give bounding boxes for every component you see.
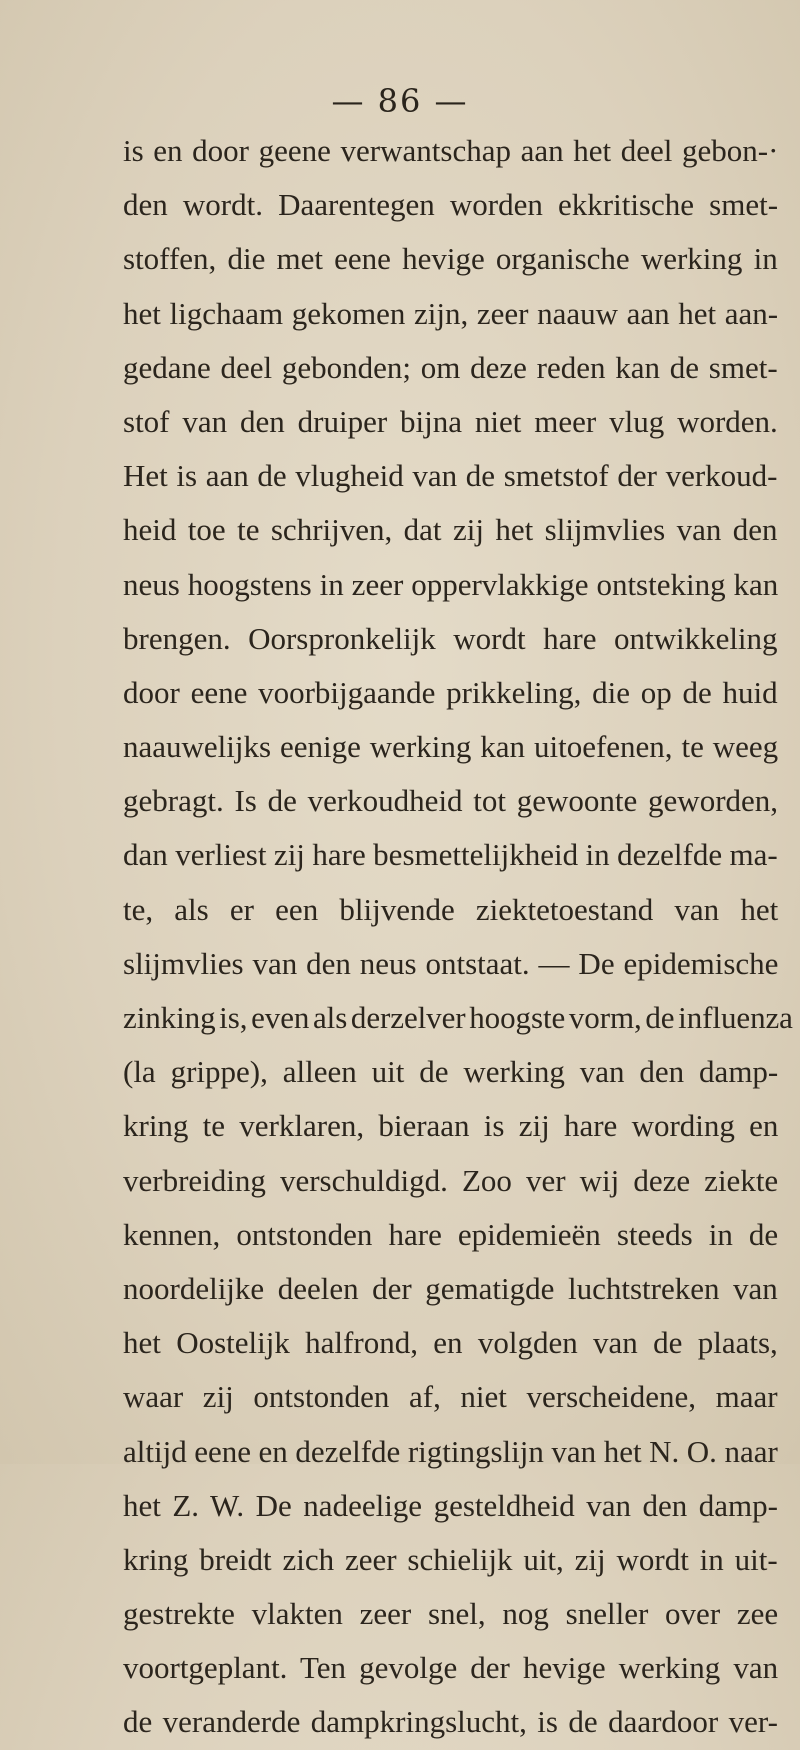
text-line: kring te verklaren, bieraan is zij hare wording en: [123, 1108, 779, 1144]
text-line: gedane deel gebonden; om deze reden kan de smet-: [123, 349, 778, 385]
text-line: het ligchaam gekomen zijn, zeer naauw aan het aan-: [123, 295, 779, 331]
text-line: neus hoogstens in zeer oppervlakkige ontsteking kan: [123, 566, 779, 602]
text-line: kring breidt zich zeer schielijk uit, zij wordt in uit-: [123, 1541, 778, 1577]
page-number-header: — 86 —: [331, 82, 469, 120]
text-line: den wordt. Daarentegen worden ekkritische smet-: [123, 187, 779, 223]
text-line: waar zij ontstonden af, niet verscheidene, maar: [123, 1379, 778, 1415]
text-line: heid toe te schrijven, dat zij het slijmvlies van den: [123, 512, 778, 548]
text-line: stof van den druiper bijna niet meer vlug worden.: [123, 403, 778, 439]
text-line: (la grippe), alleen uit de werking van den damp-: [123, 1054, 779, 1090]
text-line: kennen, ontstonden hare epidemieën steeds in de: [123, 1216, 779, 1252]
text-line: verbreiding verschuldigd. Zoo ver wij deze ziekte: [123, 1162, 779, 1198]
text-line: naauwelijks eenige werking kan uitoefenen, te weeg: [123, 729, 779, 765]
text-line: slijmvlies van den neus ontstaat. — De epidemische: [123, 945, 779, 981]
text-line: gebragt. Is de verkoudheid tot gewoonte geworden,: [123, 783, 779, 819]
text-line: dan verliest zij hare besmettelijkheid in dezelfde ma-: [123, 837, 778, 873]
text-line: altijd eene en dezelfde rigtingslijn van het N. O. naar: [123, 1433, 778, 1469]
text-line: te, als er een blijvende ziektetoestand van het: [123, 891, 779, 927]
text-line: Het is aan de vlugheid van de smetstof der verkoud-: [123, 458, 778, 494]
text-line: gestrekte vlakten zeer snel, nog sneller over zee: [123, 1596, 779, 1632]
text-line: het Z. W. De nadeelige gesteldheid van den damp-: [123, 1487, 778, 1523]
text-line: de veranderde dampkringslucht, is de daardoor ver-: [123, 1704, 778, 1740]
text-line: stoffen, die met eene hevige organische werking in: [123, 241, 778, 277]
text-line: is en door geene verwantschap aan het deel gebon-·: [123, 133, 779, 168]
text-line: noordelijke deelen der gematigde luchtstreken van: [123, 1270, 778, 1306]
text-line: zinking is, even als derzelver hoogste vorm, de influenza: [123, 1000, 793, 1035]
text-line: het Oostelijk halfrond, en volgden van de plaats,: [123, 1325, 778, 1361]
text-line: brengen. Oorspronkelijk wordt hare ontwikkeling: [123, 620, 778, 656]
body-text: [123, 124, 800, 1750]
text-line: door eene voorbijgaande prikkeling, die op de huid: [123, 674, 778, 710]
text-line: voortgeplant. Ten gevolge der hevige werking van: [123, 1650, 779, 1686]
